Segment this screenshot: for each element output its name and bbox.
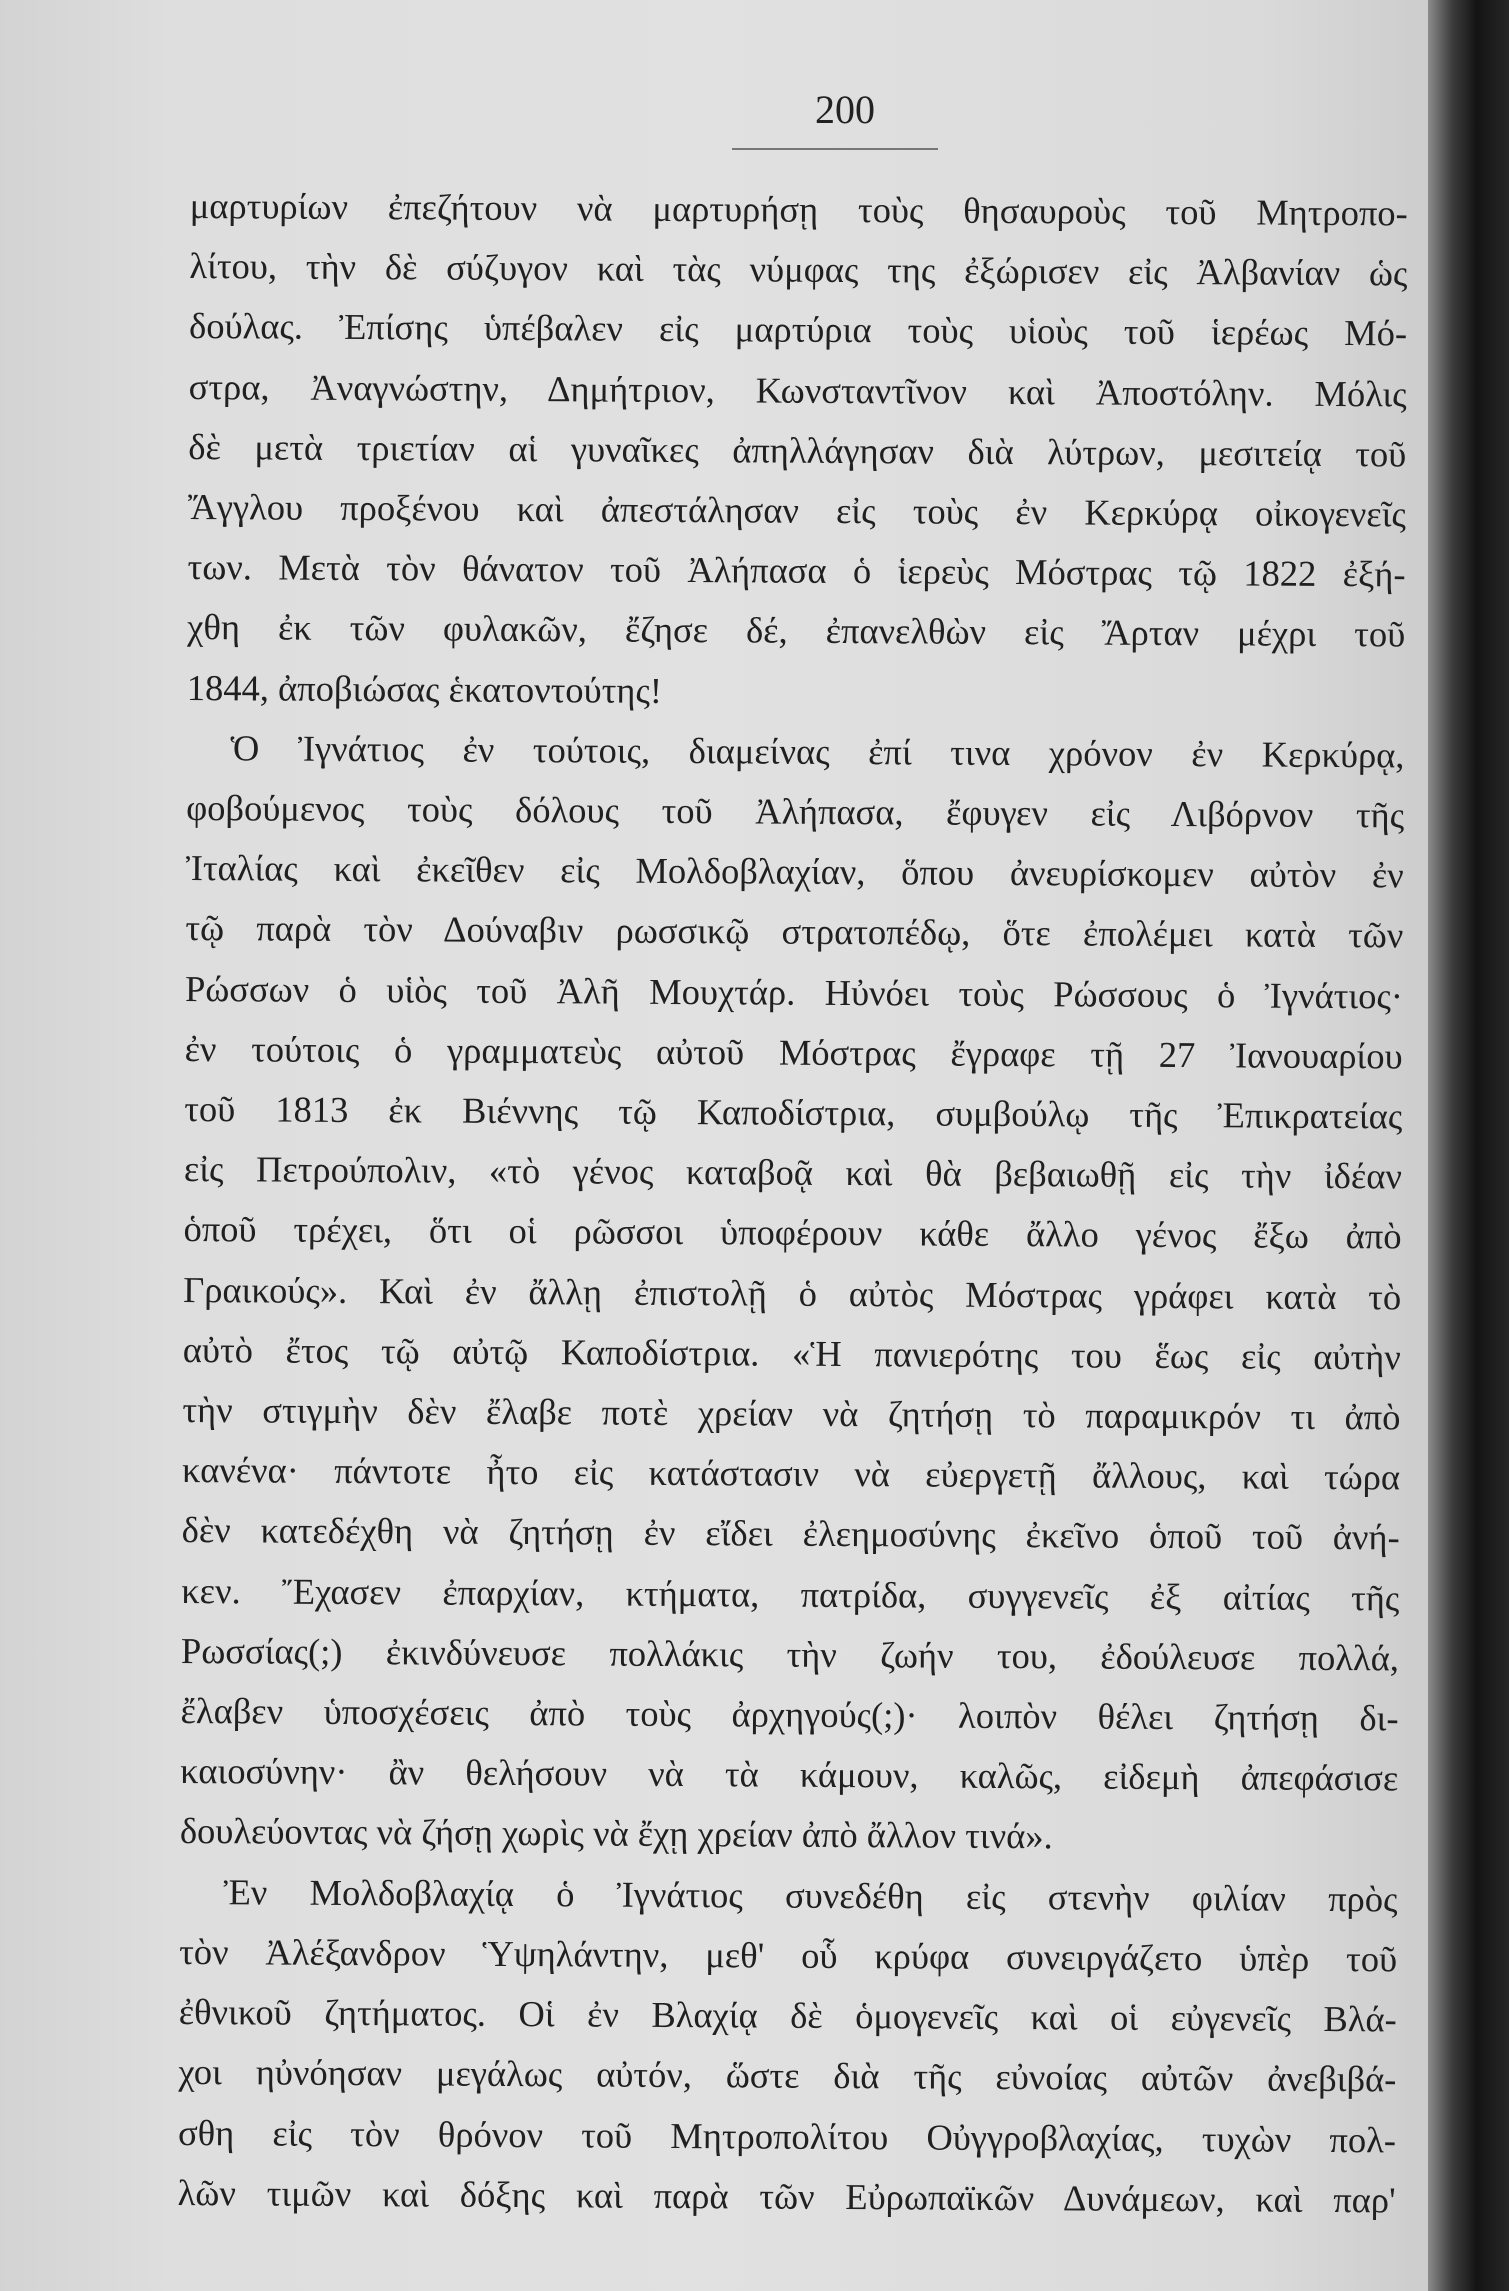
text-line: 1844, ἀποβιώσας ἑκατοντούτης!: [186, 666, 663, 711]
text-line: χθη ἐκ τῶν φυλακῶν, ἔζησε δέ, ἐπανελθὼν εἰς Ἄρταν μέχρι τοῦ: [187, 606, 1406, 655]
text-line: ἐν τούτοις ὁ γραμματεὺς αὐτοῦ Μόστρας ἔγραφε τῇ 27 Ἰανουαρίου: [184, 1027, 1403, 1077]
text-line: μαρτυρίων ἐπεζήτουν νὰ μαρτυρήσῃ τοὺς θησαυροὺς τοῦ Μητροπο-: [189, 184, 1408, 234]
text-line: αὐτὸ ἔτος τῷ αὐτῷ Καποδίστρια. «Ἡ πανιερότης του ἕως εἰς αὐτὴν: [182, 1328, 1401, 1378]
text-line: Ρώσσων ὁ υἱὸς τοῦ Ἀλῆ Μουχτάρ. Ηὐνόει τοὺς Ρώσσους ὁ Ἰγνάτιος·: [184, 967, 1404, 1017]
text-line: ἔλαβεν ὑποσχέσεις ἀπὸ τοὺς ἀρχηγούς(;)· λοιπὸν θέλει ζητήσῃ δι-: [180, 1690, 1399, 1739]
text-line: κανένα· πάντοτε ἦτο εἰς κατάστασιν νὰ εὐεργετῇ ἄλλους, καὶ τώρα: [181, 1449, 1401, 1498]
body-text: [177, 176, 1407, 2230]
text-line: σθη εἰς τὸν θρόνον τοῦ Μητροπολίτου Οὐγγροβλαχίας, τυχὼν πολ-: [177, 2111, 1397, 2160]
text-line: των. Μετὰ τὸν θάνατον τοῦ Ἀλήπασα ὁ ἱερεὺς Μόστρας τῷ 1822 ἐξή-: [187, 546, 1406, 595]
book-spine-shadow: [1428, 0, 1509, 2291]
text-line: Ἰταλίας καὶ ἐκεῖθεν εἰς Μολδοβλαχίαν, ὅπου ἀνευρίσκομεν αὐτὸν ἐν: [185, 847, 1404, 896]
text-line: τῷ παρὰ τὸν Δούναβιν ρωσσικῷ στρατοπέδῳ, ὅτε ἐπολέμει κατὰ τῶν: [185, 907, 1404, 956]
text-line: λίτου, τὴν δὲ σύζυγον καὶ τὰς νύμφας της ἐξώρισεν εἰς Ἀλβανίαν ὡς: [189, 245, 1408, 294]
page-number: 200: [815, 87, 875, 132]
text-line: τοῦ 1813 ἐκ Βιέννης τῷ Καποδίστρια, συμβούλῳ τῆς Ἐπικρατείας: [184, 1088, 1403, 1137]
text-line: χοι ηὐνόησαν μεγάλως αὐτόν, ὥστε διὰ τῆς εὐνοίας αὐτῶν ἀνεβιβά-: [178, 2051, 1397, 2100]
text-line: στρα, Ἀναγνώστην, Δημήτριον, Κωνσταντῖνον καὶ Ἀποστόλην. Μόλις: [188, 365, 1407, 415]
paragraph-start: Ὁ Ἰγνάτιος ἐν τούτοις, διαμείνας ἐπί τινα χρόνον ἐν Κερκύρᾳ,: [230, 727, 1405, 776]
text-line: ὁποῦ τρέχει, ὅτι οἱ ρῶσσοι ὑποφέρουν κάθε ἄλλο γένος ἔξω ἀπὸ: [183, 1208, 1402, 1257]
header-rule: [732, 148, 938, 150]
text-line: Ἄγγλου προξένου καὶ ἀπεστάλησαν εἰς τοὺς ἐν Κερκύρᾳ οἰκογενεῖς: [187, 486, 1407, 535]
text-line: κεν. Ἔχασεν ἐπαρχίαν, κτήματα, πατρίδα, συγγενεῖς ἐξ αἰτίας τῆς: [181, 1569, 1400, 1619]
text-line: εἰς Πετρούπολιν, «τὸ γένος καταβοᾷ καὶ θὰ βεβαιωθῇ εἰς τὴν ἰδέαν: [183, 1148, 1403, 1197]
text-line: ἐθνικοῦ ζητήματος. Οἱ ἐν Βλαχίᾳ δὲ ὁμογενεῖς καὶ οἱ εὐγενεῖς Βλά-: [178, 1991, 1397, 2040]
text-line: τὴν στιγμὴν δὲν ἔλαβε ποτὲ χρείαν νὰ ζητήσῃ τὸ παραμικρόν τι ἀπὸ: [182, 1389, 1401, 1438]
paragraph-start: Ἐν Μολδοβλαχίᾳ ὁ Ἰγνάτιος συνεδέθη εἰς στενὴν φιλίαν πρὸς: [223, 1870, 1398, 1920]
text-line: Ρωσσίας(;) ἐκινδύνευσε πολλάκις τὴν ζωήν του, ἐδούλευσε πολλά,: [180, 1629, 1400, 1679]
text-line: Γραικούς». Καὶ ἐν ἄλλῃ ἐπιστολῇ ὁ αὐτὸς Μόστρας γράφει κατὰ τὸ: [183, 1268, 1402, 1318]
text-line: δουλεύοντας νὰ ζήσῃ χωρὶς νὰ ἔχῃ χρείαν ἀπὸ ἄλλον τινά».: [179, 1810, 1053, 1857]
text-line: τὸν Ἀλέξανδρον Ὑψηλάντην, μεθ' οὗ κρύφα συνειργάζετο ὑπὲρ τοῦ: [179, 1930, 1398, 1980]
text-line: δούλας. Ἐπίσης ὑπέβαλεν εἰς μαρτύρια τοὺς υἱοὺς τοῦ ἱερέως Μό-: [188, 305, 1408, 354]
text-line: καιοσύνην· ἂν θελήσουν νὰ τὰ κάμουν, καλῶς, εἰδεμὴ ἀπεφάσισε: [180, 1750, 1399, 1799]
text-line: δὲν κατεδέχθη νὰ ζητήσῃ ἐν εἴδει ἐλεημοσύνης ἐκεῖνο ὁποῦ τοῦ ἀνή-: [181, 1509, 1400, 1558]
text-line: λῶν τιμῶν καὶ δόξης καὶ παρὰ τῶν Εὐρωπαϊκῶν Δυνάμεων, καὶ παρ': [177, 2171, 1396, 2221]
text-line: φοβούμενος τοὺς δόλους τοῦ Ἀλήπασα, ἔφυγεν εἰς Λιβόρνον τῆς: [186, 787, 1405, 836]
text-line: δὲ μετὰ τριετίαν αἱ γυναῖκες ἀπηλλάγησαν διὰ λύτρων, μεσιτείᾳ τοῦ: [188, 425, 1407, 475]
